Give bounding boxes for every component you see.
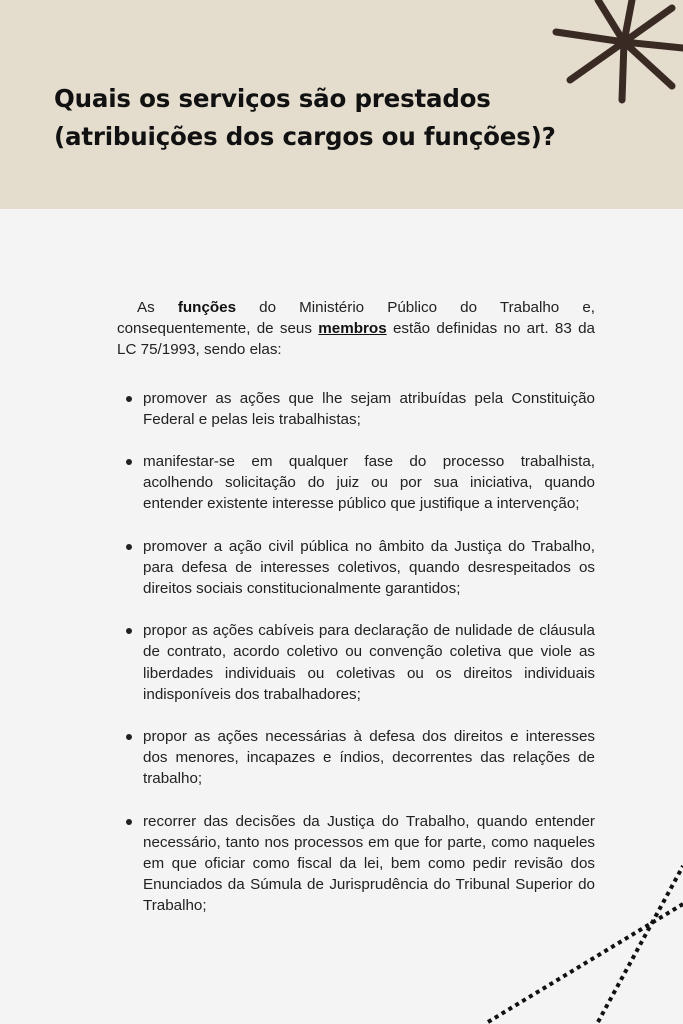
list-item-text: promover as ações que lhe sejam atribuídas pela Constituição Federal e pelas leis trabalhistas;: [143, 389, 595, 428]
list-item: [117, 388, 595, 430]
intro-text-3: estão definidas no art. 83 da LC 75/1993, sendo elas:: [117, 320, 596, 359]
functions-list: [117, 388, 595, 917]
list-item: [117, 726, 595, 790]
intro-bold-funcoes: funções: [177, 299, 237, 316]
bullet-icon: [126, 628, 132, 634]
list-item-text: recorrer das decisões da Justiça do Trabalho, quando entender necessário, tanto nos processos em que for parte, como naqueles em que oficiar como fiscal da lei, bem como pedir revisão dos Enunciados da Súmula de Jurisprudência do Tribunal Superior do Trabalho;: [143, 812, 595, 915]
star-decoration-icon: [548, 0, 683, 110]
intro-paragraph: [117, 297, 595, 361]
list-item-text: propor as ações cabíveis para declaração de nulidade de cláusula de contrato, acordo coletivo ou convenção coletiva que viole as liberdades individuais ou coletivas ou os direitos individuais indisponíveis dos trabalhadores;: [143, 622, 595, 703]
list-item-text: promover a ação civil pública no âmbito da Justiça do Trabalho, para defesa de interesses coletivos, quando desrespeitados os direitos sociais constitucionalmente garantidos;: [143, 537, 595, 598]
header-banner: [0, 0, 683, 209]
intro-text-1: As: [137, 299, 178, 316]
list-item: [117, 451, 595, 515]
list-item-text: propor as ações necessárias à defesa dos direitos e interesses dos menores, incapazes e índios, decorrentes das relações de trabalho;: [143, 728, 595, 788]
bullet-icon: [126, 734, 132, 740]
intro-text-2: do Ministério Público do Trabalho e, consequentemente, de seus: [117, 299, 595, 338]
list-item-text: manifestar-se em qualquer fase do processo trabalhista, acolhendo solicitação do juiz ou por sua iniciativa, quando entender existente interesse público que justifique a intervenção;: [143, 453, 595, 513]
bullet-icon: [126, 459, 132, 465]
main-content: [117, 297, 595, 938]
bullet-icon: [126, 819, 132, 825]
dotted-lines-decoration-icon: [470, 860, 683, 1024]
bullet-icon: [126, 544, 132, 550]
list-item: [117, 536, 595, 600]
page-title: Quais os serviços são prestados (atribuições dos cargos ou funções)?: [54, 84, 556, 151]
bullet-icon: [126, 396, 132, 402]
list-item: [117, 620, 595, 705]
intro-bold-membros: membros: [318, 320, 387, 338]
